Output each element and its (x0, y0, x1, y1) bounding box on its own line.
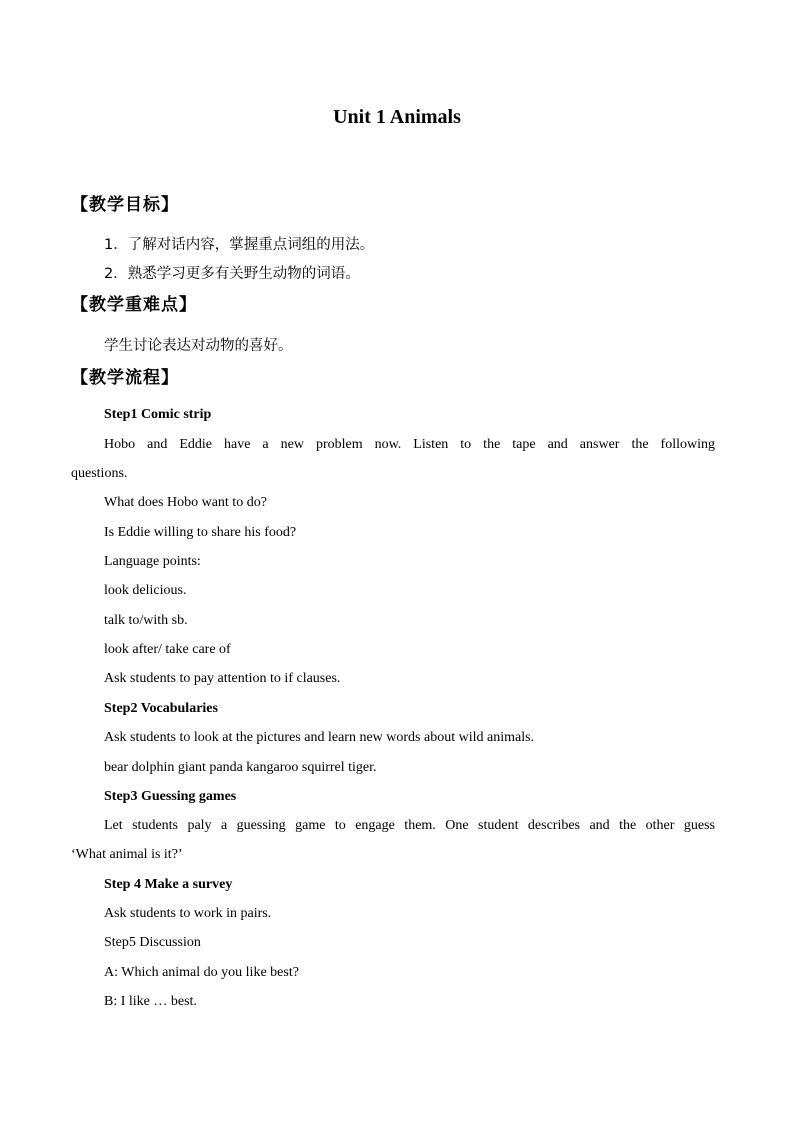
step5-title: Step5 Discussion (104, 935, 201, 950)
language-point-4: Ask students to pay attention to if clauses. (104, 671, 341, 686)
step1-title: Step1 Comic strip (104, 407, 212, 422)
language-point-1: look delicious. (104, 583, 187, 598)
section-heading-objectives: 【教学目标】 (71, 195, 179, 215)
step1-paragraph: Hobo and Eddie have a new problem now. Listen to the tape and answer the following (104, 437, 715, 452)
step1-question-1: What does Hobo want to do? (104, 495, 267, 510)
step1-paragraph-continued: questions. (71, 466, 128, 481)
step3-paragraph: Let students paly a guessing game to engage them. One student describes and the other guess (104, 818, 715, 833)
step3-title: Step3 Guessing games (104, 789, 237, 804)
keypoints-text: 学生讨论表达对动物的喜好。 (104, 338, 293, 354)
page-title: Unit 1 Animals (333, 106, 461, 128)
step3-paragraph-continued: ‘What animal is it?’ (71, 847, 183, 862)
step2-line-1: Ask students to look at the pictures and learn new words about wild animals. (104, 730, 535, 745)
step5-line-a: A: Which animal do you like best? (104, 965, 299, 980)
objective-item-1: 1．了解对话内容，掌握重点词组的用法。 (104, 237, 375, 253)
language-point-3: look after/ take care of (104, 642, 231, 657)
section-heading-keypoints: 【教学重难点】 (71, 295, 197, 315)
step2-line-2: bear dolphin giant panda kangaroo squirrel tiger. (104, 760, 377, 775)
step5-line-b: B: I like … best. (104, 994, 197, 1009)
objective-item-2: 2．熟悉学习更多有关野生动物的词语。 (104, 266, 360, 282)
step4-line-1: Ask students to work in pairs. (104, 906, 272, 921)
language-points-label: Language points: (104, 554, 201, 569)
step4-title: Step 4 Make a survey (104, 877, 233, 892)
step2-title: Step2 Vocabularies (104, 701, 218, 716)
language-point-2: talk to/with sb. (104, 613, 188, 628)
section-heading-process: 【教学流程】 (71, 368, 179, 388)
step1-question-2: Is Eddie willing to share his food? (104, 525, 297, 540)
